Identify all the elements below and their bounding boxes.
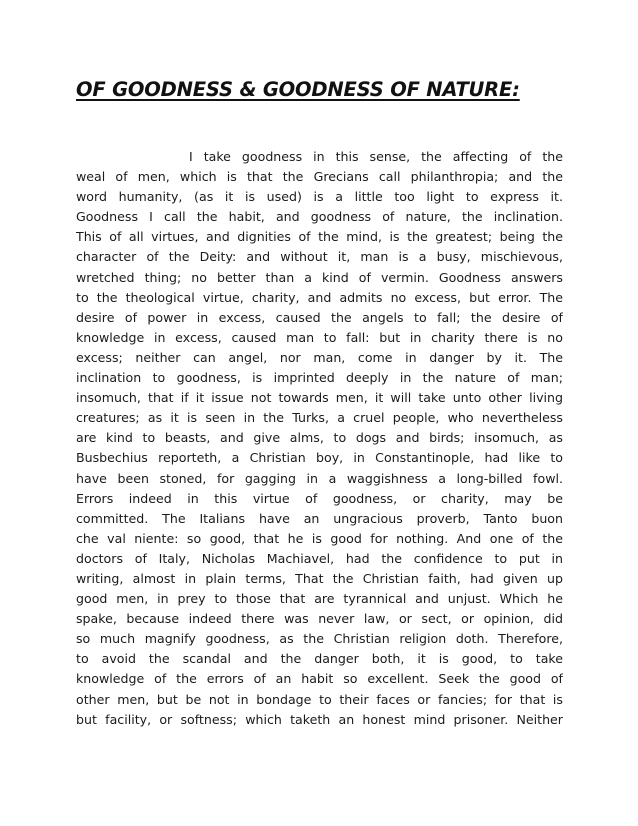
- text-line: word humanity, (as it is used) is a little too light to express it.: [76, 189, 563, 205]
- text-line: Goodness I call the habit, and goodness of nature, the inclination.: [76, 209, 563, 225]
- text-line: knowledge in excess, caused man to fall: but in charity there is no: [76, 329, 563, 345]
- text-line: have been stoned, for gagging in a waggishness a long-billed fowl.: [76, 470, 563, 486]
- text-line: doctors of Italy, Nicholas Machiavel, had the confidence to put in: [76, 550, 563, 566]
- text-line: inclination to goodness, is imprinted deeply in the nature of man;: [76, 370, 563, 386]
- text-line: Errors indeed in this virtue of goodness, or charity, may be: [76, 490, 563, 506]
- text-line: to the theological virtue, charity, and admits no excess, but error. The: [76, 289, 563, 305]
- text-line: other men, but be not in bondage to their faces or fancies; for that is: [76, 691, 563, 707]
- text-line: che val niente: so good, that he is good for nothing. And one of the: [76, 530, 563, 546]
- text-line: creatures; as it is seen in the Turks, a cruel people, who nevertheless: [76, 410, 563, 426]
- text-line: spake, because indeed there was never law, or sect, or opinion, did: [76, 611, 563, 627]
- text-line: are kind to beasts, and give alms, to dogs and birds; insomuch, as: [76, 430, 563, 446]
- text-line: but facility, or softness; which taketh an honest mind prisoner. Neither: [76, 711, 563, 727]
- text-line: committed. The Italians have an ungracious proverb, Tanto buon: [76, 510, 563, 526]
- document-title: OF GOODNESS & GOODNESS OF NATURE:: [76, 78, 520, 101]
- text-line: weal of men, which is that the Grecians call philanthropia; and the: [76, 169, 563, 185]
- text-line: wretched thing; no better than a kind of vermin. Goodness answers: [76, 269, 563, 285]
- text-line: writing, almost in plain terms, That the Christian faith, had given up: [76, 570, 563, 586]
- text-line: desire of power in excess, caused the angels to fall; the desire of: [76, 309, 563, 325]
- body-paragraph: [76, 147, 563, 730]
- text-line: character of the Deity: and without it, man is a busy, mischievous,: [76, 249, 563, 265]
- text-line: I take goodness in this sense, the affecting of the: [189, 149, 563, 164]
- text-line: Busbechius reporteth, a Christian boy, in Constantinople, had like to: [76, 450, 563, 466]
- text-line: insomuch, that if it issue not towards men, it will take unto other living: [76, 390, 563, 406]
- text-line: good men, in prey to those that are tyrannical and unjust. Which he: [76, 591, 563, 607]
- text-line: so much magnify goodness, as the Christian religion doth. Therefore,: [76, 631, 563, 647]
- text-line: excess; neither can angel, nor man, come in danger by it. The: [76, 349, 563, 365]
- text-line: knowledge of the errors of an habit so excellent. Seek the good of: [76, 671, 563, 687]
- text-line: to avoid the scandal and the danger both, it is good, to take: [76, 651, 563, 667]
- text-line: This of all virtues, and dignities of the mind, is the greatest; being the: [76, 229, 563, 245]
